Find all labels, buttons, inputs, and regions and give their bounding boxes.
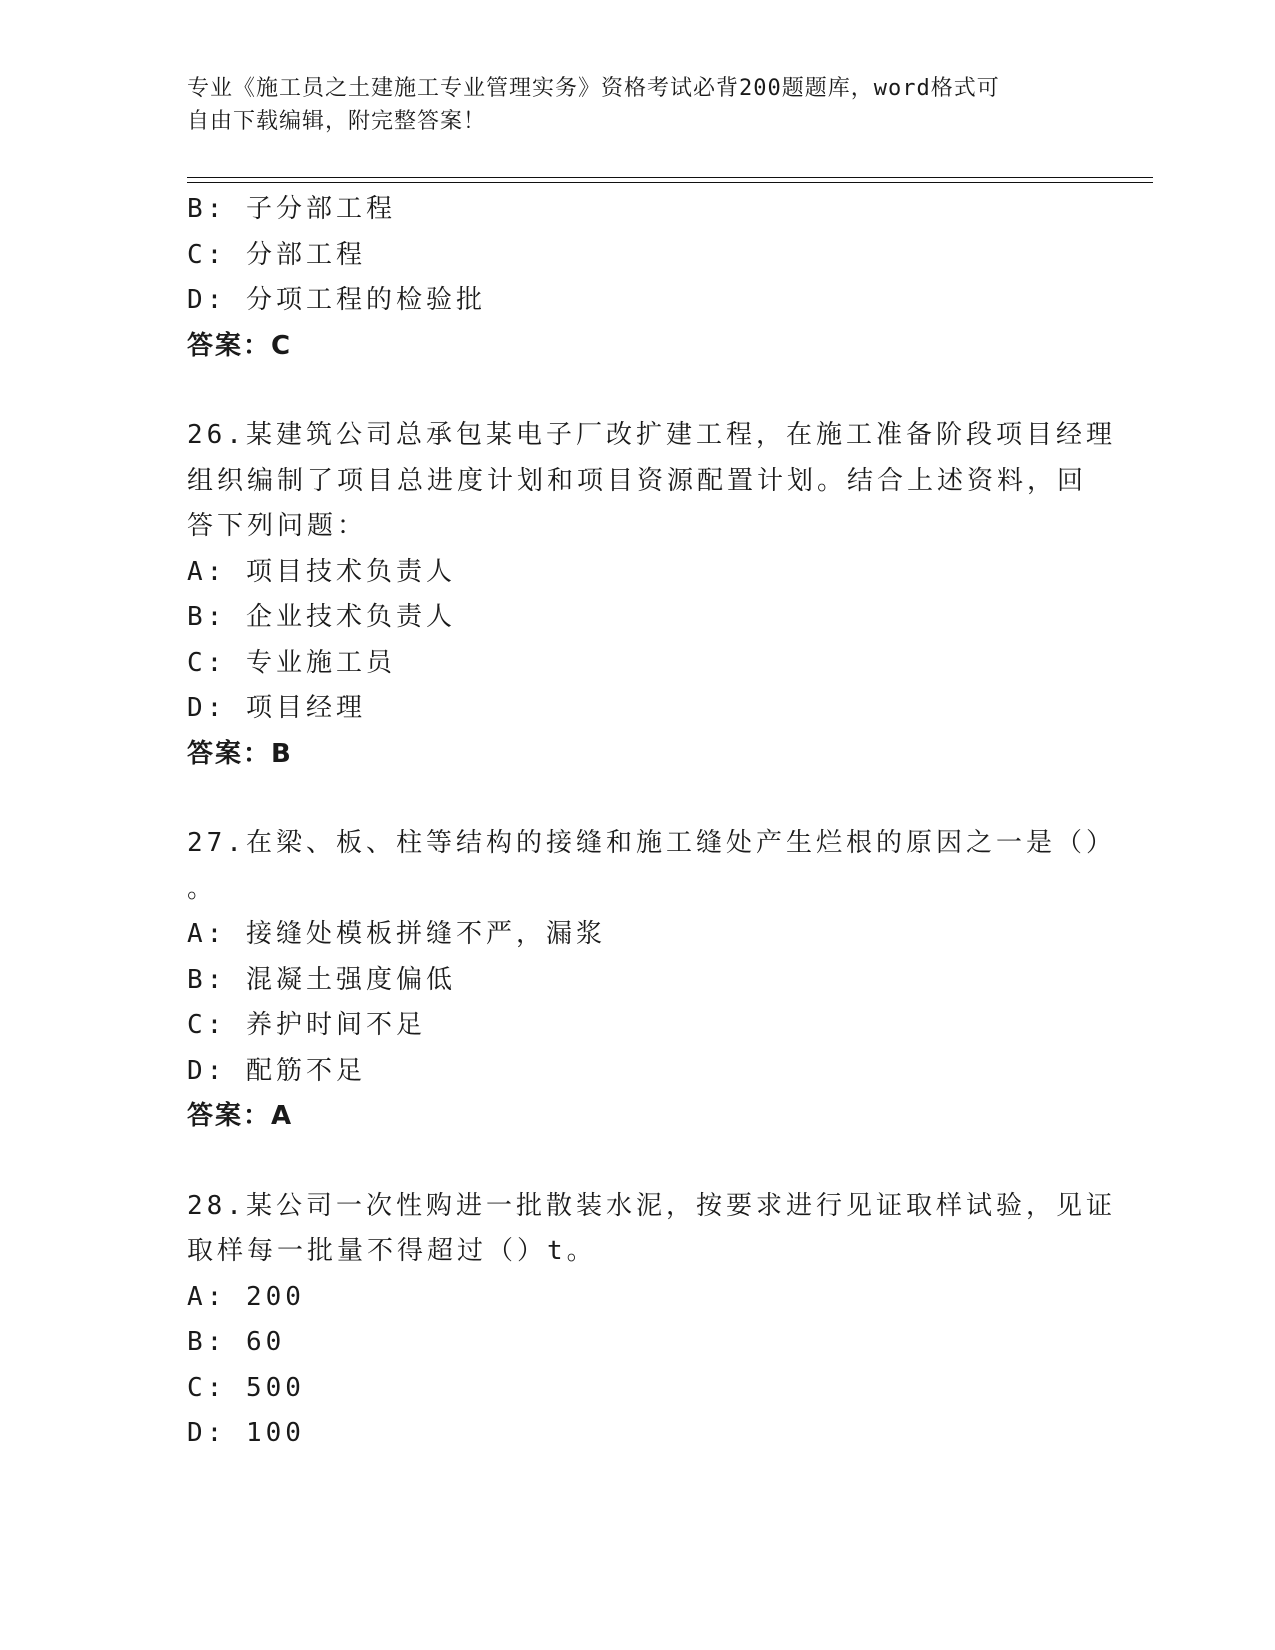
spacer <box>187 777 1087 821</box>
option-d: D: 100 <box>187 1418 305 1448</box>
spacer <box>187 369 1087 413</box>
option-c: C: 专业施工员 <box>187 647 396 678</box>
question-text-line: 取样每一批量不得超过（）t。 <box>187 1236 597 1266</box>
answer: 答案：A <box>187 1101 294 1131</box>
option-d: D: 配筋不足 <box>187 1055 366 1086</box>
option-c: C: 分部工程 <box>187 239 366 270</box>
option-a: A: 200 <box>187 1281 305 1312</box>
header-line-1: 专业《施工员之土建施工专业管理实务》资格考试必背200题题库，word格式可 <box>187 76 1000 101</box>
question-text-line: 26.某建筑公司总承包某电子厂改扩建工程，在施工准备阶段项目经理 <box>187 420 1116 450</box>
option-b: B: 企业技术负责人 <box>187 602 456 632</box>
option-a: A: 接缝处模板拼缝不严，漏浆 <box>187 919 606 949</box>
question-content <box>187 187 1116 1457</box>
question-text-line: 答下列问题： <box>187 511 368 541</box>
option-b: B: 60 <box>187 1327 286 1357</box>
question-text-line: 。 <box>187 873 218 904</box>
header-divider-top <box>187 177 1153 178</box>
question-28 <box>187 1184 1116 1457</box>
answer: 答案：C <box>187 330 293 361</box>
option-d: D: 分项工程的检验批 <box>187 285 486 315</box>
option-c: C: 养护时间不足 <box>187 1010 426 1040</box>
document-header <box>187 72 1067 138</box>
option-b: B: 混凝土强度偏低 <box>187 964 456 995</box>
header-line-2: 自由下载编辑，附完整答案！ <box>187 109 487 134</box>
question-25 <box>187 187 1087 369</box>
question-text-line: 组织编制了项目总进度计划和项目资源配置计划。结合上述资料，回 <box>187 465 1088 496</box>
question-27 <box>187 821 1116 1140</box>
spacer <box>187 1140 1087 1184</box>
header-divider-bottom <box>187 182 1153 183</box>
option-c: C: 500 <box>187 1372 305 1403</box>
option-a: A: 项目技术负责人 <box>187 556 456 587</box>
option-d: D: 项目经理 <box>187 693 366 723</box>
question-text-line: 28.某公司一次性购进一批散装水泥，按要求进行见证取样试验，见证 <box>187 1190 1116 1221</box>
question-26 <box>187 413 1116 777</box>
answer: 答案：B <box>187 738 293 769</box>
option-b: B: 子分部工程 <box>187 194 396 224</box>
question-text-line: 27.在梁、板、柱等结构的接缝和施工缝处产生烂根的原因之一是（） <box>187 828 1116 858</box>
